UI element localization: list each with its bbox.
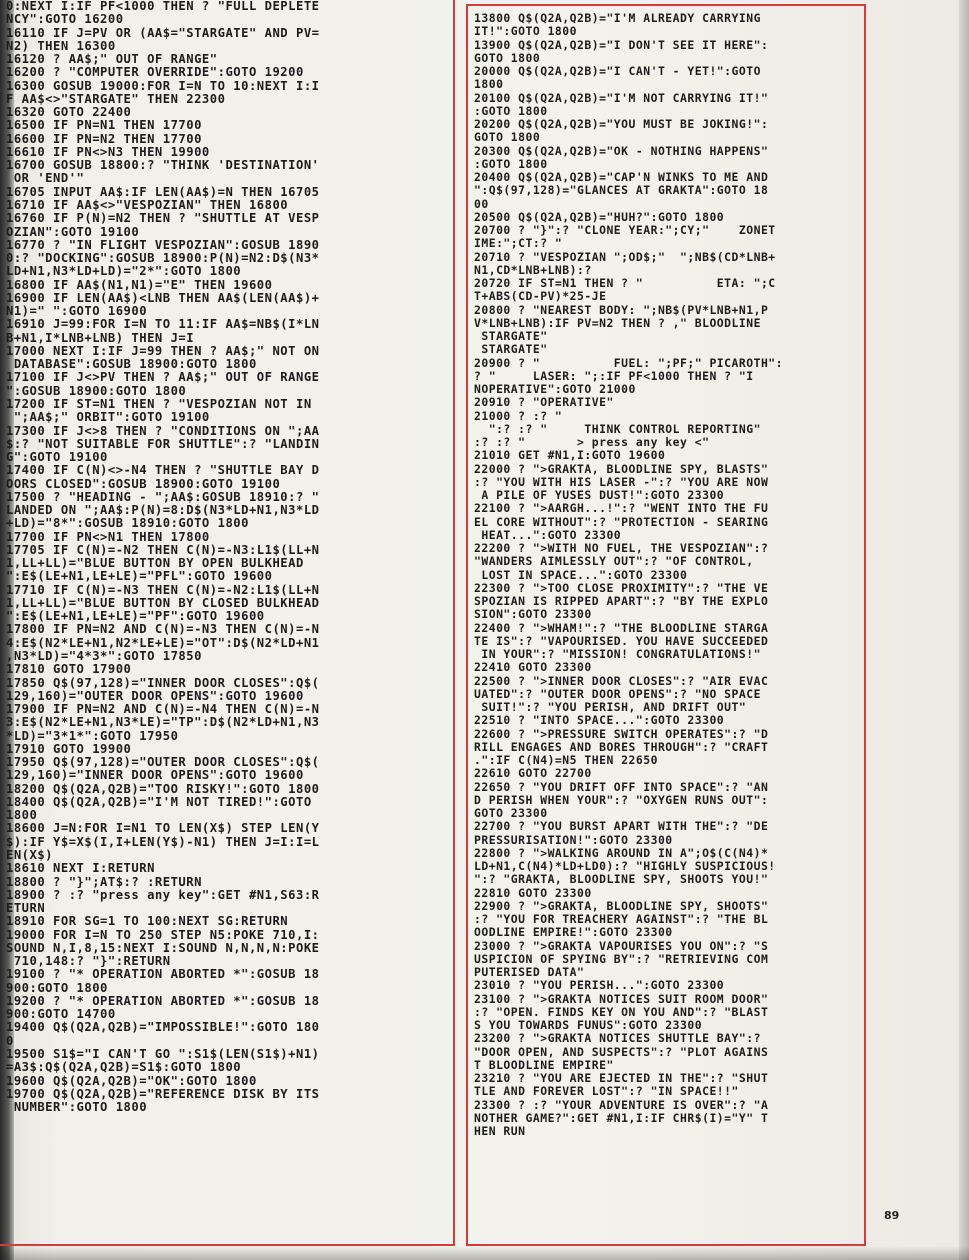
code-line: 16610 IF PN<>N3 THEN 19900	[6, 144, 210, 159]
code-line: 18900 ? :? "press any key":GET #N1,S63:R	[6, 887, 320, 902]
code-line: 17800 IF PN=N2 AND C(N)=-N3 THEN C(N)=-N	[6, 622, 320, 637]
code-line: 16910 J=99:FOR I=N TO 11:IF AA$=NB$(I*LN	[6, 317, 320, 332]
code-line: 900:GOTO 14700	[6, 1007, 116, 1022]
code-line: 23010 ? "YOU PERISH...":GOTO 23300	[474, 978, 725, 993]
code-line: 0:NEXT I:IF PF<1000 THEN ? "FULL DEPLETE	[6, 0, 320, 13]
code-line: 17810 GOTO 17900	[6, 662, 132, 677]
code-line: 16710 IF AA$<>"VESPOZIAN" THEN 16800	[6, 197, 289, 212]
code-line: LD+N1,C(N4)*LD+LD0):? "HIGHLY SUSPICIOUS!	[474, 859, 776, 873]
code-line: 17710 IF C(N)=-N3 THEN C(N)=-N2:L1$(LL+N	[6, 582, 320, 597]
code-line: USPICION OF SPYING BY":? "RETRIEVING COM	[474, 951, 769, 966]
code-line: 18800 ? "}";AT$:? :RETURN	[6, 874, 202, 889]
code-line: 22600 ? ">PRESSURE SWITCH OPERATES":? "D	[474, 726, 769, 741]
listing-column-left	[0, 0, 455, 1246]
code-line: OR 'END'"	[6, 171, 85, 186]
code-line: 22650 ? "YOU DRIFT OFF INTO SPACE":? "AN	[474, 779, 769, 794]
code-line: 20700 ? "}":? "CLONE YEAR:";CY;" ZONET	[474, 223, 776, 237]
code-line: 16110 IF J=PV OR (AA$="STARGATE" AND PV=	[6, 25, 320, 40]
code-line: ? " LASER: ";:IF PF<1000 THEN ? "I	[474, 368, 754, 383]
code-line: *LD)="3*1*":GOTO 17950	[6, 728, 179, 743]
code-line: 20100 Q$(Q2A,Q2B)="I'M NOT CARRYING IT!"	[474, 90, 769, 105]
code-line: =A3$:Q$(Q2A,Q2B)=S1$:GOTO 1800	[6, 1060, 242, 1075]
code-line: :GOTO 1800	[474, 156, 548, 171]
code-line: HEAT...":GOTO 23300	[474, 527, 622, 542]
code-line: 13800 Q$(Q2A,Q2B)="I'M ALREADY CARRYING	[474, 11, 761, 25]
code-line: :? "OPEN. FINDS KEY ON YOU AND":? "BLAST	[474, 1004, 769, 1019]
code-line: .":IF C(N4)=N5 THEN 22650	[474, 753, 658, 767]
code-line: 21010 GET #N1,I:GOTO 19600	[474, 448, 666, 463]
code-line: ":E$(LE+N1,LE+LE)="PFL":GOTO 19600	[6, 569, 273, 584]
code-line: 16700 GOSUB 18800:? "THINK 'DESTINATION'	[6, 158, 320, 173]
code-line: 23200 ? ">GRAKTA NOTICES SHUTTLE BAY":?	[474, 1031, 761, 1046]
code-line: 20900 ? " FUEL: ";PF;" PICAROTH":	[474, 355, 784, 370]
code-line: 20500 Q$(Q2A,Q2B)="HUH?":GOTO 1800	[474, 209, 725, 224]
code-line: 1,LL+LL)="BLUE BUTTON BY CLOSED BULKHEAD	[6, 595, 320, 610]
code-line: 00	[474, 196, 489, 211]
code-line: 20400 Q$(Q2A,Q2B)="CAP'N WINKS TO ME AND	[474, 170, 769, 184]
code-line: D PERISH WHEN YOUR":? "OXYGEN RUNS OUT":	[474, 792, 769, 807]
code-line: IT!":GOTO 1800	[474, 24, 578, 39]
code-line: 22100 ? ">AARGH...!":? "WENT INTO THE FU	[474, 501, 769, 516]
code-line: 19500 S1$="I CAN'T GO ":S1$(LEN(S1$)+N1)	[6, 1046, 320, 1061]
code-line: 1800	[6, 808, 38, 823]
code-line: GOTO 1800	[474, 130, 541, 145]
code-line: OORS CLOSED":GOSUB 18900:GOTO 19100	[6, 476, 281, 491]
code-line: IN YOUR":? "MISSION! CONGRATULATIONS!"	[474, 647, 761, 661]
code-line: V*LNB+LNB):IF PV=N2 THEN ? ," BLOODLINE	[474, 315, 761, 330]
code-line: 22510 ? "INTO SPACE...":GOTO 23300	[474, 713, 725, 728]
code-line: A PILE OF YUSES DUST!":GOTO 23300	[474, 488, 725, 502]
code-line: ETURN	[6, 901, 46, 916]
code-line: ":? :? " THINK CONTROL REPORTING"	[474, 421, 761, 436]
code-line: HEN RUN	[474, 1124, 526, 1138]
code-line: F AA$<>"STARGATE" THEN 22300	[6, 91, 226, 106]
code-line: 16705 INPUT AA$:IF LEN(AA$)=N THEN 16705	[6, 184, 320, 199]
code-line: ":Q$(97,128)="GLANCES AT GRAKTA":GOTO 18	[474, 183, 769, 198]
listing-column-right	[466, 4, 866, 1246]
code-line: NCY":GOTO 16200	[6, 12, 124, 27]
code-line: NOTHER GAME?":GET #N1,I:IF CHR$(I)="Y" T	[474, 1110, 769, 1125]
code-line: ";AA$;" ORBIT":GOTO 19100	[6, 410, 210, 425]
code-line: LD+N1,N3*LD+LD)="2*":GOTO 1800	[6, 264, 242, 279]
code-line: 17850 Q$(97,128)="INNER DOOR CLOSES":Q$(	[6, 675, 320, 690]
code-line: 0	[6, 1033, 14, 1048]
code-line: G":GOTO 19100	[6, 450, 108, 465]
code-line: 16300 GOSUB 19000:FOR I=N TO 10:NEXT I:I	[6, 78, 320, 93]
code-line: B+N1,I*LNB+LNB) THEN J=I	[6, 330, 195, 345]
code-line: 22900 ? ">GRAKTA, BLOODLINE SPY, SHOOTS"	[474, 898, 769, 913]
code-line: ,N3*LD)="4*3*":GOTO 17850	[6, 649, 202, 664]
code-line: N2) THEN 16300	[6, 38, 116, 53]
code-line: 18600 J=N:FOR I=N1 TO LEN(X$) STEP LEN(Y	[6, 821, 320, 836]
code-line: EL CORE WITHOUT":? "PROTECTION - SEARING	[474, 514, 769, 529]
code-line: 1800	[474, 77, 504, 92]
code-line: 22410 GOTO 23300	[474, 660, 592, 675]
code-line: IME:";CT:? "	[474, 236, 563, 251]
code-line: ":E$(LE+N1,LE+LE)="PF":GOTO 19600	[6, 609, 265, 624]
code-line: 19200 ? "* OPERATION ABORTED *":GOSUB 18	[6, 993, 320, 1008]
code-line: 20910 ? "OPERATIVE"	[474, 395, 614, 410]
code-line: 19400 Q$(Q2A,Q2B)="IMPOSSIBLE!":GOTO 180	[6, 1020, 320, 1035]
code-line: 16120 ? AA$;" OUT OF RANGE"	[6, 52, 218, 67]
code-line: 16800 IF AA$(N1,N1)="E" THEN 19600	[6, 277, 273, 292]
code-line: SUIT!":? "YOU PERISH, AND DRIFT OUT"	[474, 700, 747, 714]
code-line: :? "YOU FOR TREACHERY AGAINST":? "THE BL	[474, 912, 769, 926]
code-line: 17200 IF ST=N1 THEN ? "VESPOZIAN NOT IN	[6, 396, 312, 411]
code-line: 19600 Q$(Q2A,Q2B)="OK":GOTO 1800	[6, 1073, 257, 1088]
code-line: 23300 ? :? "YOUR ADVENTURE IS OVER":? "A	[474, 1097, 769, 1112]
code-line: +LD)="8*":GOSUB 18910:GOTO 1800	[6, 516, 249, 531]
page-edge	[959, 0, 969, 1260]
code-line: SPOZIAN IS RIPPED APART":? "BY THE EXPLO	[474, 594, 769, 608]
code-line: NOPERATIVE":GOTO 21000	[474, 382, 636, 396]
basic-listing-right	[468, 6, 864, 1138]
code-line: 20300 Q$(Q2A,Q2B)="OK - NOTHING HAPPENS"	[474, 143, 769, 158]
code-line: :GOTO 1800	[474, 103, 548, 118]
code-line: N1)=" ":GOTO 16900	[6, 304, 148, 319]
code-line: 22000 ? ">GRAKTA, BLOODLINE SPY, BLASTS"	[474, 461, 769, 476]
code-line: ":GOSUB 18900:GOTO 1800	[6, 383, 187, 398]
code-line: 22400 ? ">WHAM!":? "THE BLOODLINE STARGA	[474, 620, 769, 635]
code-line: LANDED ON ";AA$:P(N)=8:D$(N3*LD+N1,N3*LD	[6, 503, 320, 518]
code-line: T BLOODLINE EMPIRE"	[474, 1057, 614, 1072]
code-line: TE IS":? "VAPOURISED. YOU HAVE SUCCEEDED	[474, 633, 769, 648]
code-line: GOTO 1800	[474, 50, 541, 65]
code-line: EN(X$)	[6, 848, 54, 862]
code-line: 17400 IF C(N)<>-N4 THEN ? "SHUTTLE BAY D	[6, 463, 320, 478]
code-line: 20800 ? "NEAREST BODY: ";NB$(PV*LNB+N1,P	[474, 302, 769, 317]
code-line: 17700 IF PN<>N1 THEN 17800	[6, 529, 210, 544]
code-line: 17500 ? "HEADING - ";AA$:GOSUB 18910:? "	[6, 489, 320, 504]
code-line: 17000 NEXT I:IF J=99 THEN ? AA$;" NOT ON	[6, 343, 320, 358]
code-line: 17300 IF J<>8 THEN ? "CONDITIONS ON ";AA	[6, 423, 320, 438]
code-line: $:? "NOT SUITABLE FOR SHUTTLE":? "LANDIN	[6, 436, 320, 451]
basic-listing-left	[0, 0, 453, 1114]
code-line: 17950 Q$(97,128)="OUTER DOOR CLOSES":Q$(	[6, 755, 320, 770]
code-line: 23000 ? ">GRAKTA VAPOURISES YOU ON":? "S	[474, 938, 769, 953]
code-line: 23100 ? ">GRAKTA NOTICES SUIT ROOM DOOR"	[474, 991, 769, 1006]
code-line: :? :? " > press any key <"	[474, 435, 710, 449]
code-line: S YOU TOWARDS FUNUS":GOTO 23300	[474, 1018, 703, 1032]
code-line: 19000 FOR I=N TO 250 STEP N5:POKE 710,I:	[6, 927, 320, 942]
code-line: PUTERISED DATA"	[474, 965, 585, 979]
code-line: STARGATE"	[474, 342, 548, 357]
code-line: 16900 IF LEN(AA$)<LNB THEN AA$(LEN(AA$)+	[6, 290, 320, 305]
code-line: 16770 ? "IN FLIGHT VESPOZIAN":GOSUB 1890	[6, 237, 320, 252]
code-line: :? "YOU WITH HIS LASER -":? "YOU ARE NOW	[474, 474, 769, 489]
code-line: OZIAN":GOTO 19100	[6, 224, 140, 239]
code-line: 16760 IF P(N)=N2 THEN ? "SHUTTLE AT VESP	[6, 211, 320, 226]
code-line: 3:E$(N2*LE+N1,N3*LE)="TP":D$(N2*LD+N1,N3	[6, 715, 320, 730]
code-line: 20200 Q$(Q2A,Q2B)="YOU MUST BE JOKING!":	[474, 117, 769, 131]
code-line: 18400 Q$(Q2A,Q2B)="I'M NOT TIRED!":GOTO	[6, 794, 312, 809]
code-line: 18910 FOR SG=1 TO 100:NEXT SG:RETURN	[6, 914, 289, 929]
code-line: N1,CD*LNB+LNB):?	[474, 262, 592, 277]
code-line: 19700 Q$(Q2A,Q2B)="REFERENCE DISK BY ITS	[6, 1086, 320, 1101]
code-line: 23210 ? "YOU ARE EJECTED IN THE":? "SHUT	[474, 1071, 769, 1085]
code-line: T+ABS(CD-PV)*25-JE	[474, 289, 607, 304]
code-line: 17910 GOTO 19900	[6, 741, 132, 756]
code-line: 22500 ? ">INNER DOOR CLOSES":? "AIR EVAC	[474, 673, 769, 688]
code-line: 1,LL+LL)="BLUE BUTTON BY OPEN BULKHEAD	[6, 556, 304, 571]
code-line: SOUND N,I,8,15:NEXT I:SOUND N,N,N,N:POKE	[6, 940, 320, 955]
code-line: 710,148:? "}":RETURN	[6, 954, 171, 969]
code-line: 900:GOTO 1800	[6, 980, 108, 995]
code-line: SION":GOTO 23300	[474, 607, 592, 622]
code-line: STARGATE"	[474, 329, 548, 343]
code-line: 21000 ? :? "	[474, 408, 563, 423]
code-line: ":? "GRAKTA, BLOODLINE SPY, SHOOTS YOU!"	[474, 872, 769, 887]
code-line: 16500 IF PN=N1 THEN 17700	[6, 118, 202, 133]
code-line: PRESSURISATION!":GOTO 23300	[474, 832, 673, 847]
code-line: 22800 ? ">WALKING AROUND IN A";O$(C(N4)*	[474, 845, 769, 860]
code-line: RILL ENGAGES AND BORES THROUGH":? "CRAFT	[474, 739, 769, 754]
code-line: 4:E$(N2*LE+N1,N2*LE+LE)="OT":D$(N2*LD+N1	[6, 635, 320, 650]
code-line: UATED":? "OUTER DOOR OPENS":? "NO SPACE	[474, 686, 761, 701]
code-line: 13900 Q$(Q2A,Q2B)="I DON'T SEE IT HERE":	[474, 37, 769, 52]
code-line: 16320 GOTO 22400	[6, 105, 132, 120]
code-line: 129,160)="OUTER DOOR OPENS":GOTO 19600	[6, 688, 304, 703]
code-line: 22810 GOTO 23300	[474, 885, 592, 900]
code-line: DATABASE":GOSUB 18900:GOTO 1800	[6, 357, 257, 372]
code-line: 18200 Q$(Q2A,Q2B)="TOO RISKY!":GOTO 1800	[6, 781, 320, 796]
code-line: 22300 ? ">TOO CLOSE PROXIMITY":? "THE VE	[474, 580, 769, 595]
code-line: "WANDERS AIMLESSLY OUT":? "OF CONTROL,	[474, 554, 754, 569]
code-line: 16600 IF PN=N2 THEN 17700	[6, 131, 202, 146]
code-line: GOTO 23300	[474, 806, 548, 820]
code-line: NUMBER":GOTO 1800	[6, 1100, 148, 1115]
code-line: TLE AND FOREVER LOST":? "IN SPACE!!"	[474, 1084, 739, 1099]
code-line: 17705 IF C(N)=-N2 THEN C(N)=-N3:L1$(LL+N	[6, 542, 320, 557]
code-line: 20720 IF ST=N1 THEN ? " ETA: ";C	[474, 276, 776, 290]
code-line: 17100 IF J<>PV THEN ? AA$;" OUT OF RANGE	[6, 370, 320, 385]
code-line: 16200 ? "COMPUTER OVERRIDE":GOTO 19200	[6, 65, 304, 80]
code-line: 0:? "DOCKING":GOSUB 18900:P(N)=N2:D$(N3*	[6, 251, 320, 266]
page-number: 89	[884, 1209, 900, 1222]
code-line: 129,160)="INNER DOOR OPENS":GOTO 19600	[6, 768, 304, 783]
code-line: 17900 IF PN=N2 AND C(N)=-N4 THEN C(N)=-N	[6, 702, 320, 717]
code-line: 22610 GOTO 22700	[474, 766, 592, 781]
code-line: 22200 ? ">WITH NO FUEL, THE VESPOZIAN":?	[474, 541, 769, 555]
code-line: OODLINE EMPIRE!":GOTO 23300	[474, 925, 673, 940]
bottom-shadow	[0, 1246, 969, 1260]
code-line: 18610 NEXT I:RETURN	[6, 861, 155, 876]
code-line: 22700 ? "YOU BURST APART WITH THE":? "DE	[474, 819, 769, 834]
code-line: 19100 ? "* OPERATION ABORTED *":GOSUB 18	[6, 967, 320, 982]
code-line: LOST IN SPACE...":GOTO 23300	[474, 567, 688, 582]
code-line: "DOOR OPEN, AND SUSPECTS":? "PLOT AGAINS	[474, 1044, 769, 1059]
code-line: 20710 ? "VESPOZIAN ";OD$;" ";NB$(CD*LNB+	[474, 249, 776, 264]
code-line: $):IF Y$=X$(I,I+LEN(Y$)-N1) THEN J=I:I=L	[6, 834, 320, 849]
code-line: 20000 Q$(Q2A,Q2B)="I CAN'T - YET!":GOTO	[474, 64, 761, 78]
